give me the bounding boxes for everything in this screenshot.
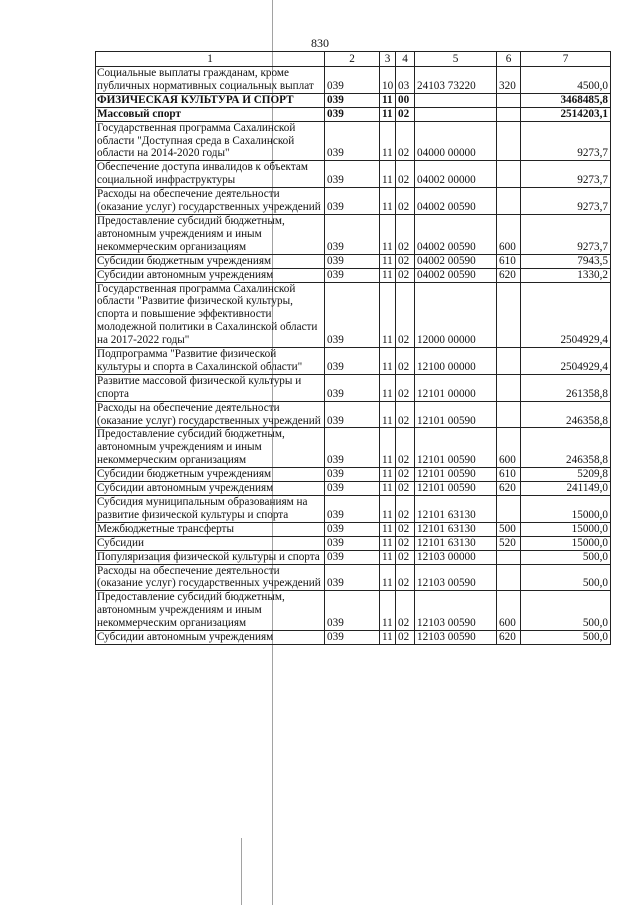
ministry-code: 039 [325,214,380,254]
section-code: 11 [380,522,396,536]
table-row [96,374,611,401]
expense-type-code [497,401,521,428]
target-article-code: 12101 00590 [415,468,497,482]
column-header: 6 [497,52,521,67]
expense-type-code [497,550,521,564]
column-header: 1 [96,52,325,67]
table-row [96,188,611,215]
target-article-code: 04002 00590 [415,188,497,215]
section-code: 11 [380,496,396,523]
row-name: Субсидии автономным учреждениям [96,268,325,282]
row-name: Предоставление субсидий бюджетным, автономным учреждениям и иным некоммерческим организациям [96,428,325,468]
subsection-code: 02 [396,121,415,161]
table-row [96,282,611,348]
row-name: Предоставление субсидий бюджетным, автономным учреждениям и иным некоммерческим организациям [96,591,325,631]
table-row [96,564,611,591]
section-code: 11 [380,161,396,188]
row-name: Субсидии бюджетным учреждениям [96,254,325,268]
row-name: Развитие массовой физической культуры и спорта [96,374,325,401]
table-row [96,214,611,254]
table-row [96,536,611,550]
page-number: 830 [311,36,329,50]
table-row [96,631,611,645]
amount: 500,0 [521,550,611,564]
table-row [96,496,611,523]
section-code: 11 [380,121,396,161]
section-code: 11 [380,550,396,564]
row-name: Субсидии бюджетным учреждениям [96,468,325,482]
column-header: 7 [521,52,611,67]
table-row [96,93,611,107]
table-row [96,121,611,161]
amount: 9273,7 [521,188,611,215]
section-code: 11 [380,254,396,268]
ministry-code: 039 [325,67,380,94]
subsection-code: 02 [396,268,415,282]
target-article-code: 12101 00590 [415,482,497,496]
amount: 9273,7 [521,161,611,188]
row-name: Расходы на обеспечение деятельности (оказание услуг) государственных учреждений [96,188,325,215]
table-header-row [96,52,611,67]
row-name: Массовый спорт [96,107,325,121]
ministry-code: 039 [325,93,380,107]
target-article-code: 12103 00590 [415,631,497,645]
target-article-code: 04002 00590 [415,254,497,268]
table-row [96,482,611,496]
target-article-code: 04002 00590 [415,214,497,254]
ministry-code: 039 [325,107,380,121]
expense-type-code [497,93,521,107]
ministry-code: 039 [325,482,380,496]
subsection-code: 02 [396,496,415,523]
column-header: 5 [415,52,497,67]
row-name: Предоставление субсидий бюджетным, автономным учреждениям и иным некоммерческим организациям [96,214,325,254]
section-code: 11 [380,268,396,282]
target-article-code: 12000 00000 [415,282,497,348]
expense-type-code: 320 [497,67,521,94]
amount: 9273,7 [521,214,611,254]
budget-table [95,51,611,645]
row-name: Субсидия муниципальным образованиям на развитие физической культуры и спорта [96,496,325,523]
row-name: Субсидии автономным учреждениям [96,631,325,645]
subsection-code: 03 [396,67,415,94]
subsection-code: 02 [396,282,415,348]
expense-type-code: 520 [497,536,521,550]
ministry-code: 039 [325,564,380,591]
table-row [96,522,611,536]
ministry-code: 039 [325,282,380,348]
subsection-code: 02 [396,631,415,645]
column-header: 2 [325,52,380,67]
amount: 241149,0 [521,482,611,496]
amount: 246358,8 [521,401,611,428]
ministry-code: 039 [325,468,380,482]
expense-type-code: 610 [497,468,521,482]
expense-type-code: 610 [497,254,521,268]
table-row [96,107,611,121]
row-name: Расходы на обеспечение деятельности (оказание услуг) государственных учреждений [96,564,325,591]
row-name: Популяризация физической культуры и спорта [96,550,325,564]
amount: 2514203,1 [521,107,611,121]
expense-type-code: 600 [497,428,521,468]
expense-type-code: 600 [497,214,521,254]
target-article-code: 04002 00590 [415,268,497,282]
target-article-code: 12101 00000 [415,374,497,401]
row-name: Межбюджетные трансферты [96,522,325,536]
subsection-code: 02 [396,564,415,591]
section-code: 11 [380,214,396,254]
subsection-code: 02 [396,348,415,375]
subsection-code: 02 [396,468,415,482]
subsection-code: 02 [396,254,415,268]
section-code: 11 [380,631,396,645]
row-name: Подпрограмма "Развитие физической культуры и спорта в Сахалинской области" [96,348,325,375]
expense-type-code: 600 [497,591,521,631]
ministry-code: 039 [325,536,380,550]
target-article-code: 12101 00590 [415,428,497,468]
ministry-code: 039 [325,348,380,375]
target-article-code [415,107,497,121]
amount: 2504929,4 [521,282,611,348]
amount: 7943,5 [521,254,611,268]
amount: 500,0 [521,591,611,631]
section-code: 11 [380,401,396,428]
row-name: Государственная программа Сахалинской области "Доступная среда в Сахалинской области на 2014-2020 годы" [96,121,325,161]
row-name: Субсидии автономным учреждениям [96,482,325,496]
row-name: Субсидии [96,536,325,550]
table-row [96,550,611,564]
ministry-code: 039 [325,268,380,282]
table-row [96,268,611,282]
expense-type-code [497,188,521,215]
section-code: 11 [380,188,396,215]
section-code: 11 [380,468,396,482]
amount: 2504929,4 [521,348,611,375]
subsection-code: 02 [396,161,415,188]
target-article-code: 04000 00000 [415,121,497,161]
section-code: 11 [380,93,396,107]
section-code: 11 [380,428,396,468]
row-name: Социальные выплаты гражданам, кроме публичных нормативных социальных выплат [96,67,325,94]
section-code: 11 [380,591,396,631]
amount: 15000,0 [521,496,611,523]
ministry-code: 039 [325,522,380,536]
section-code: 11 [380,374,396,401]
subsection-code: 02 [396,401,415,428]
column-header: 3 [380,52,396,67]
amount: 5209,8 [521,468,611,482]
expense-type-code [497,374,521,401]
subsection-code: 02 [396,522,415,536]
table-row [96,468,611,482]
expense-type-code [497,121,521,161]
section-code: 11 [380,107,396,121]
expense-type-code [497,161,521,188]
expense-type-code: 620 [497,631,521,645]
amount: 15000,0 [521,536,611,550]
expense-type-code [497,496,521,523]
target-article-code: 12103 00590 [415,591,497,631]
budget-table-body [96,52,611,645]
row-name: Государственная программа Сахалинской области "Развитие физической культуры, спорта и повышение эффективности молодежной политики в Сахалинской области на 2017-2022 годы" [96,282,325,348]
target-article-code: 24103 73220 [415,67,497,94]
amount: 3468485,8 [521,93,611,107]
ministry-code: 039 [325,161,380,188]
target-article-code: 04002 00000 [415,161,497,188]
target-article-code: 12101 63130 [415,496,497,523]
ministry-code: 039 [325,591,380,631]
table-row [96,428,611,468]
subsection-code: 02 [396,107,415,121]
section-code: 11 [380,282,396,348]
target-article-code: 12103 00000 [415,550,497,564]
target-article-code: 12100 00000 [415,348,497,375]
subsection-code: 02 [396,536,415,550]
amount: 246358,8 [521,428,611,468]
row-name: ФИЗИЧЕСКАЯ КУЛЬТУРА И СПОРТ [96,93,325,107]
row-name: Расходы на обеспечение деятельности (оказание услуг) государственных учреждений [96,401,325,428]
ministry-code: 039 [325,496,380,523]
column-header: 4 [396,52,415,67]
ministry-code: 039 [325,374,380,401]
ministry-code: 039 [325,631,380,645]
expense-type-code: 620 [497,268,521,282]
amount: 500,0 [521,564,611,591]
row-name: Обеспечение доступа инвалидов к объектам социальной инфраструктуры [96,161,325,188]
amount: 1330,2 [521,268,611,282]
ministry-code: 039 [325,121,380,161]
subsection-code: 02 [396,374,415,401]
expense-type-code [497,564,521,591]
expense-type-code: 500 [497,522,521,536]
expense-type-code [497,348,521,375]
section-code: 11 [380,536,396,550]
section-code: 11 [380,564,396,591]
expense-type-code [497,282,521,348]
amount: 261358,8 [521,374,611,401]
table-row [96,348,611,375]
amount: 15000,0 [521,522,611,536]
table-row [96,254,611,268]
target-article-code [415,93,497,107]
subsection-code: 02 [396,428,415,468]
subsection-code: 02 [396,591,415,631]
subsection-code: 02 [396,188,415,215]
subsection-code: 02 [396,482,415,496]
amount: 9273,7 [521,121,611,161]
table-row [96,401,611,428]
target-article-code: 12101 00590 [415,401,497,428]
ministry-code: 039 [325,188,380,215]
ministry-code: 039 [325,428,380,468]
ministry-code: 039 [325,550,380,564]
section-code: 10 [380,67,396,94]
amount: 4500,0 [521,67,611,94]
target-article-code: 12101 63130 [415,536,497,550]
expense-type-code [497,107,521,121]
table-row [96,67,611,94]
ministry-code: 039 [325,254,380,268]
ministry-code: 039 [325,401,380,428]
expense-type-code: 620 [497,482,521,496]
table-row [96,161,611,188]
subsection-code: 02 [396,550,415,564]
subsection-code: 02 [396,214,415,254]
section-code: 11 [380,482,396,496]
section-code: 11 [380,348,396,375]
target-article-code: 12101 63130 [415,522,497,536]
scan-artifact-line-lower [241,838,242,905]
amount: 500,0 [521,631,611,645]
subsection-code: 00 [396,93,415,107]
target-article-code: 12103 00590 [415,564,497,591]
table-row [96,591,611,631]
